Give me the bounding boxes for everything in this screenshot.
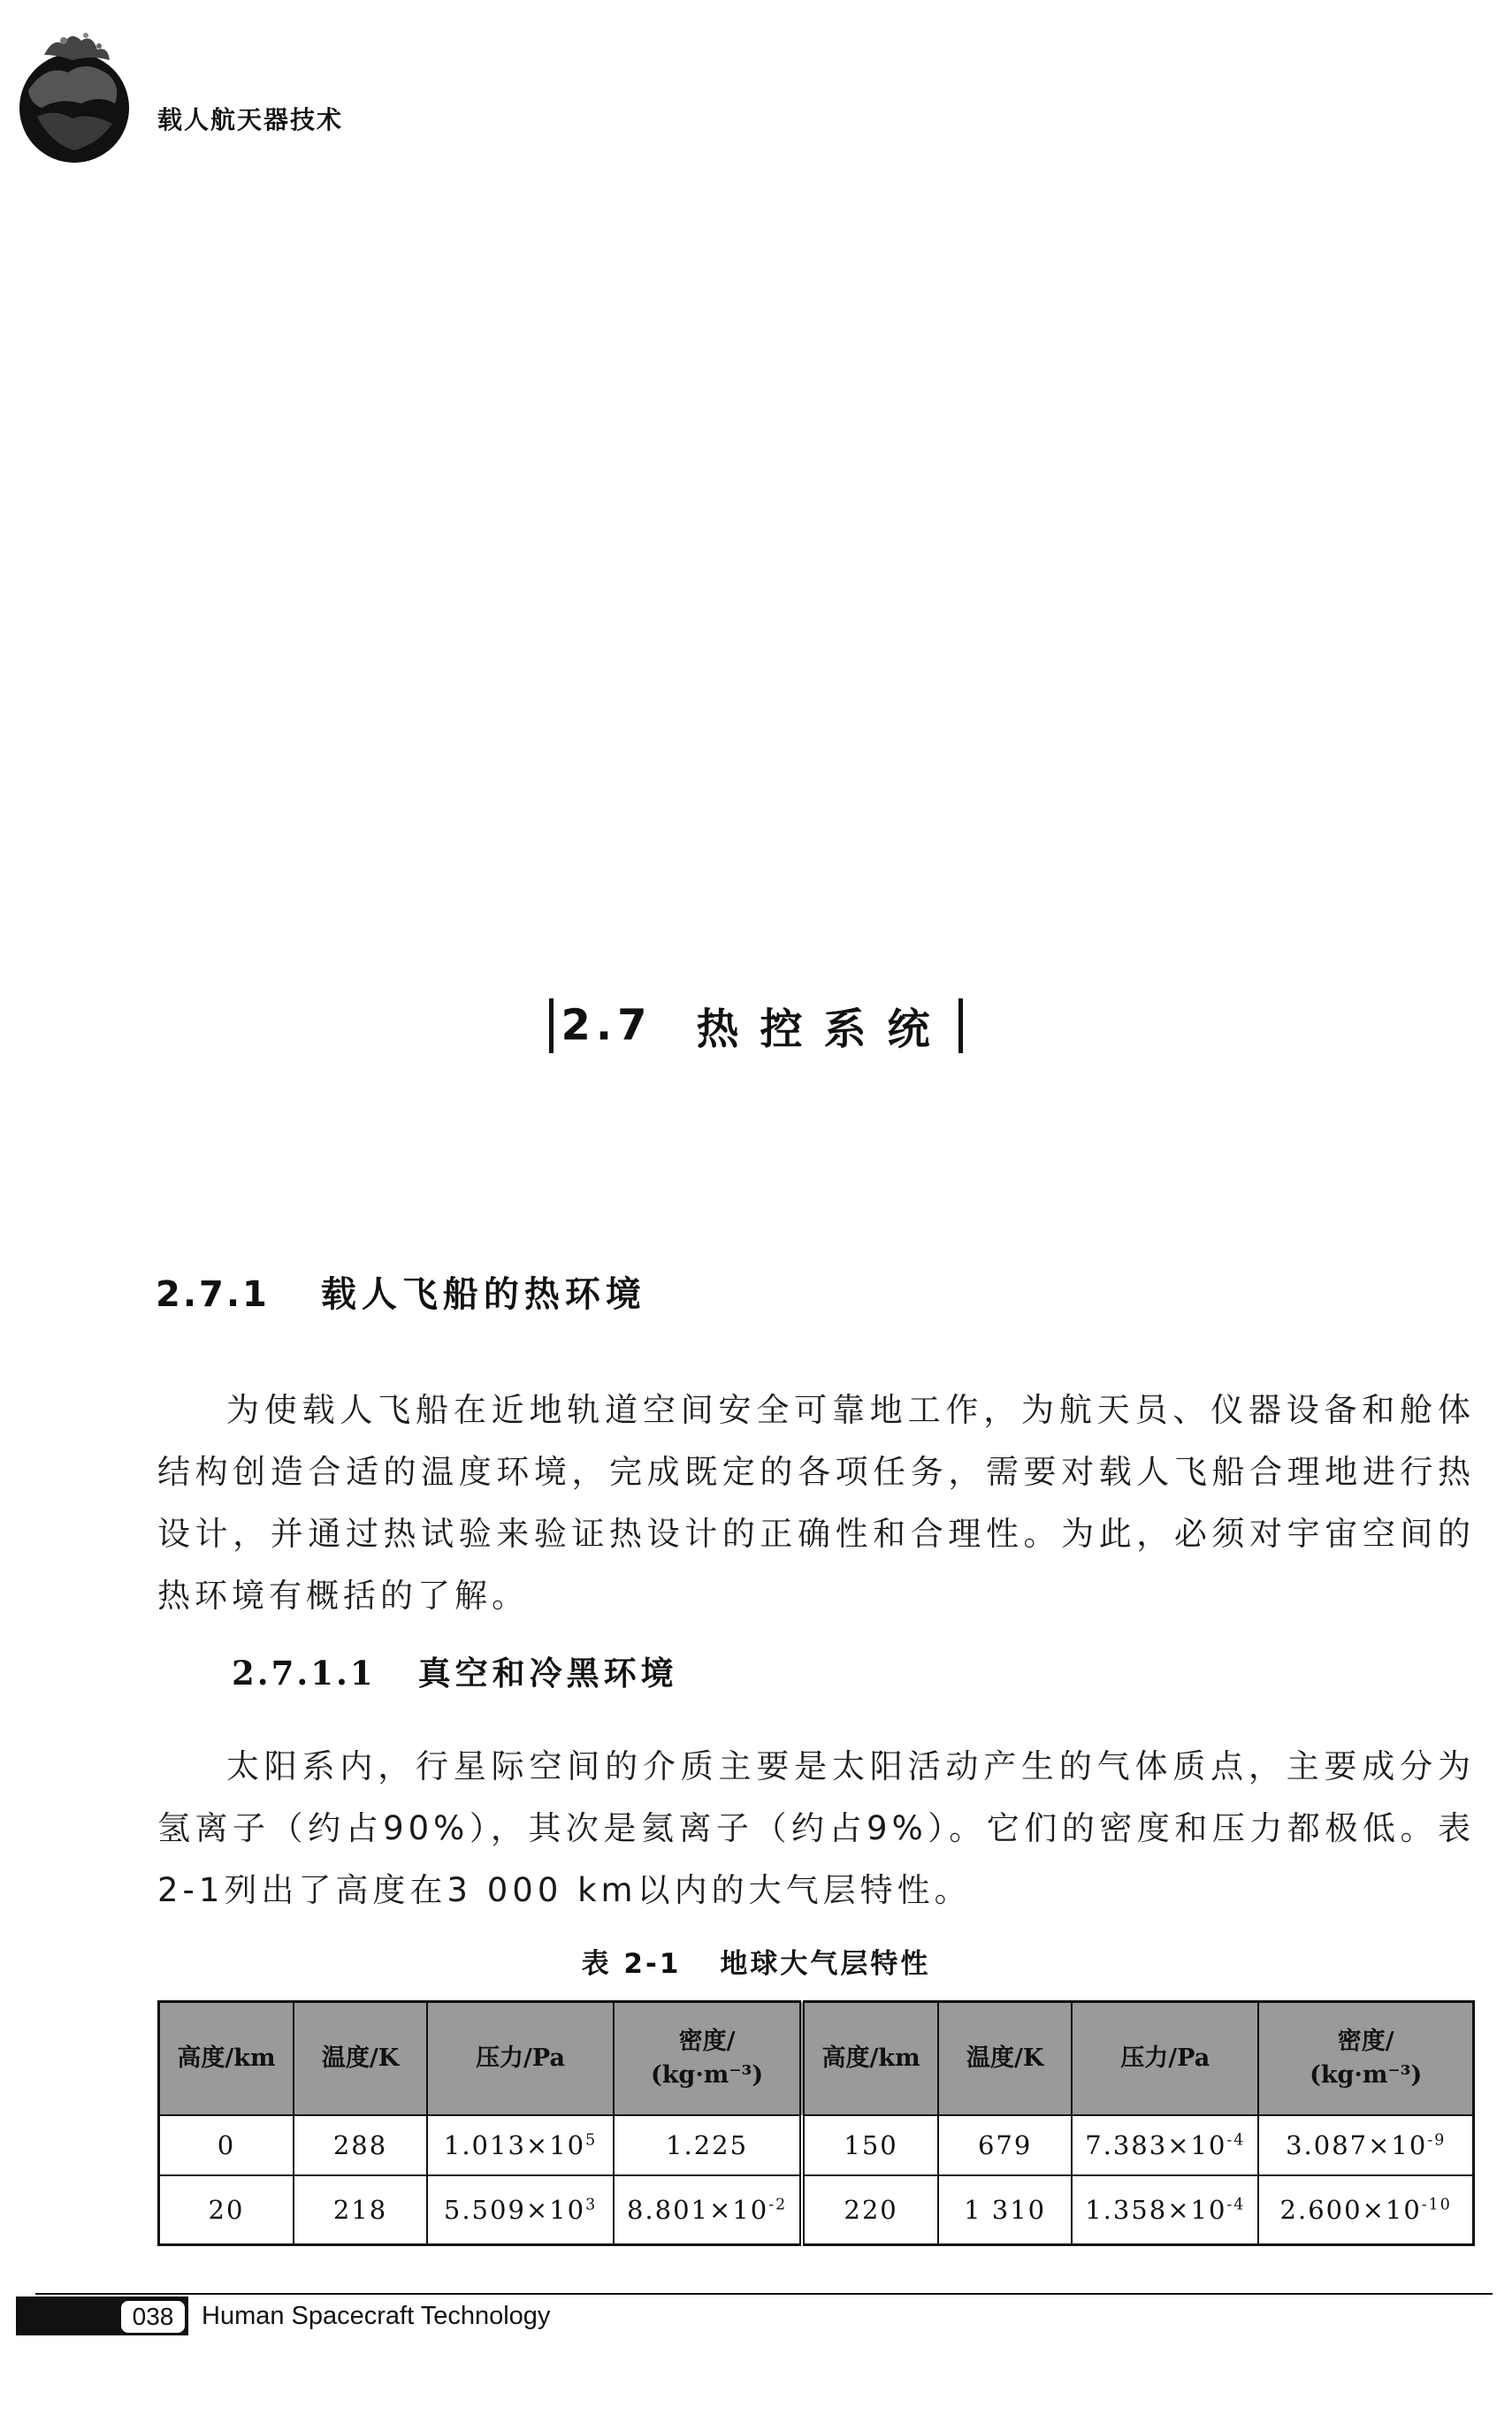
header-temperature-2: 温度/K xyxy=(938,2002,1072,2116)
table-row xyxy=(159,2115,1474,2175)
header-density-label: 密度/ xyxy=(678,2028,736,2055)
paragraph-thermal-environment: 为使载人飞船在近地轨道空间安全可靠地工作，为航天员、仪器设备和舱体结构创造合适的温度环境，完成既定的各项任务，需要对载人飞船合理地进行热设计，并通过热试验来验证热设计的正确性和合理性。为此，必须对宇宙空间的热环境有概括的了解。 xyxy=(157,1391,1475,1615)
cell-pressure-2: $1.358\times 10^{-4}$ xyxy=(1072,2175,1258,2245)
cell-altitude: 20 xyxy=(159,2175,294,2245)
cell-density-2: $2.600\times 10^{-10}$ xyxy=(1258,2175,1473,2245)
cell-pressure-2: $7.383\times 10^{-4}$ xyxy=(1072,2115,1258,2175)
header-altitude: 高度/km xyxy=(159,2002,294,2116)
header-book-title: 载人航天器技术 xyxy=(157,105,344,134)
atmosphere-table xyxy=(157,2000,1475,2246)
heading-right-bar xyxy=(958,998,963,1053)
cell-altitude: 0 xyxy=(159,2115,294,2175)
section-title: 热控系统 xyxy=(696,1005,951,1054)
table-caption xyxy=(0,1941,1512,1981)
subsection-title: 载人飞船的热环境 xyxy=(320,1274,646,1315)
table-caption-number: 表 2-1 xyxy=(581,1948,682,1980)
header-altitude-2: 高度/km xyxy=(802,2002,938,2116)
cell-temperature: 288 xyxy=(294,2115,427,2175)
cell-altitude-2: 220 xyxy=(802,2175,938,2245)
cell-altitude-2: 150 xyxy=(802,2115,938,2175)
page-number: 038 xyxy=(119,2299,187,2335)
header-pressure: 压力/Pa xyxy=(427,2002,614,2116)
section-number: 2.7 xyxy=(561,1000,653,1051)
earth-logo-icon xyxy=(11,19,139,165)
cell-pressure: $5.509\times 10^3$ xyxy=(427,2175,614,2245)
section-heading xyxy=(0,995,1512,1056)
footer-book-title: Human Spacecraft Technology xyxy=(202,2302,551,2330)
cell-density: 1.225 xyxy=(614,2115,802,2175)
subsection-number: 2.7.1 xyxy=(156,1274,270,1315)
cell-density: $8.801\times 10^{-2}$ xyxy=(614,2175,802,2245)
heading-left-bar xyxy=(549,998,554,1053)
table-caption-title: 地球大气层特性 xyxy=(720,1948,931,1980)
cell-temperature-2: 679 xyxy=(938,2115,1072,2175)
cell-temperature: 218 xyxy=(294,2175,427,2245)
subsubsection-title: 真空和冷黑环境 xyxy=(417,1655,678,1693)
cell-density-2: $3.087\times 10^{-9}$ xyxy=(1258,2115,1473,2175)
header-pressure-2: 压力/Pa xyxy=(1072,2002,1258,2116)
subsubsection-heading xyxy=(232,1647,678,1694)
table-header-row xyxy=(159,2002,1474,2116)
cell-pressure: $1.013\times 10^5$ xyxy=(427,2115,614,2175)
footer-rule xyxy=(35,2293,1493,2295)
subsubsection-number: 2.7.1.1 xyxy=(232,1654,376,1693)
header-density xyxy=(614,2002,802,2116)
cell-temperature-2: 1 310 xyxy=(938,2175,1072,2245)
subsection-heading xyxy=(156,1266,646,1317)
header-density-label-2: 密度/ xyxy=(1337,2028,1394,2055)
paragraph-vacuum-environment: 太阳系内，行星际空间的介质主要是太阳活动产生的气体质点，主要成分为氢离子（约占90%），其次是氦离子（约占9%）。它们的密度和压力都极低。表2-1列出了高度在3 000 km以内的大气层特性。 xyxy=(157,1747,1475,1909)
header-density-unit-2: (kg·m⁻³) xyxy=(1310,2061,1423,2089)
table-row xyxy=(159,2175,1474,2245)
header-density-2 xyxy=(1258,2002,1473,2116)
header-temperature: 温度/K xyxy=(294,2002,427,2116)
header-density-unit: (kg·m⁻³) xyxy=(650,2061,764,2089)
